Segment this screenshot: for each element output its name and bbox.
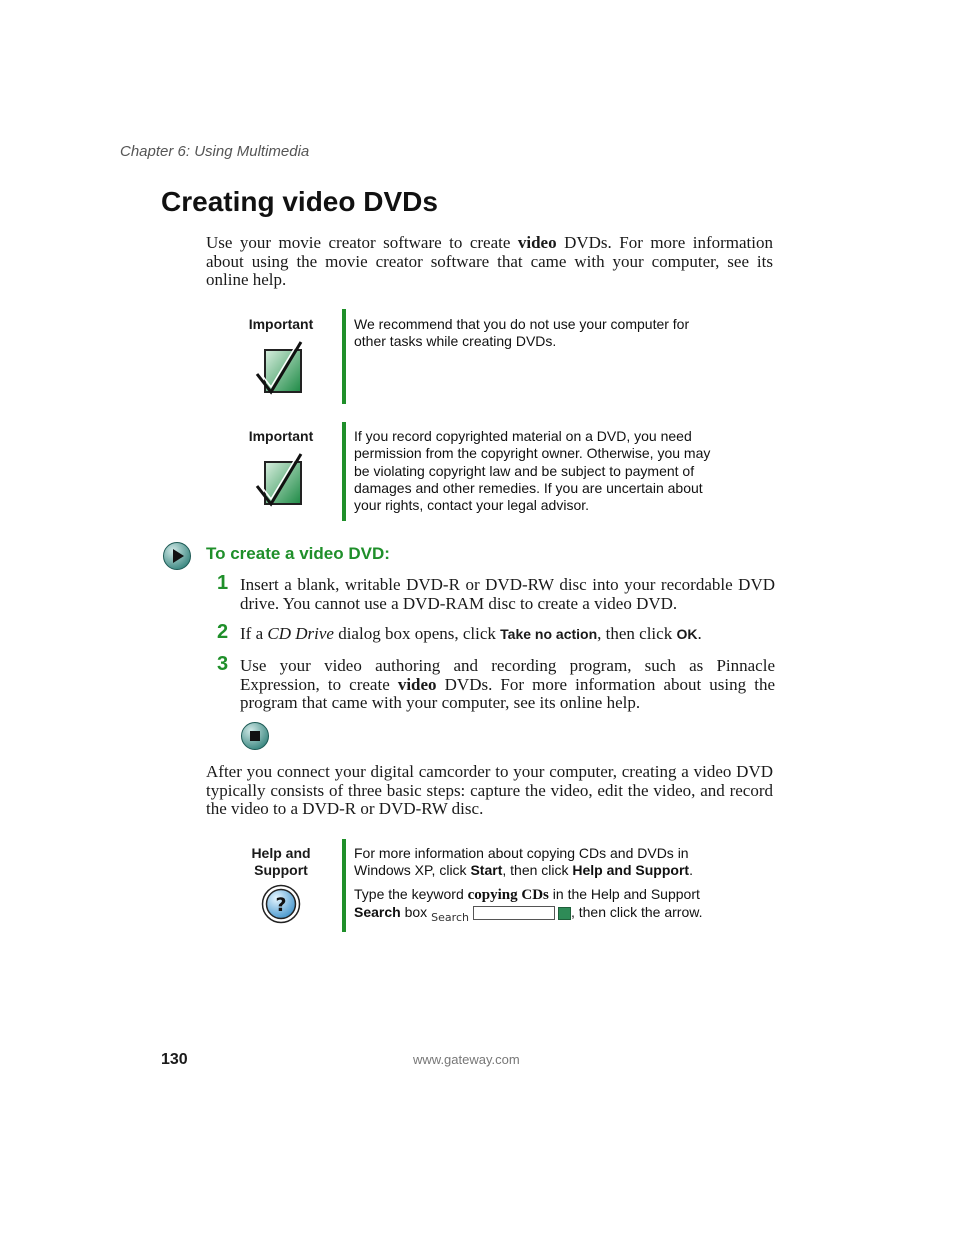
- note-text: If you record copyrighted material on a DVD, you need permission from the copyright owner. Otherwise, you may be violating copyright law and be subject to payment of damages and other remedies. If you are uncertain about your rights, contact your legal advisor.: [354, 428, 711, 514]
- step-number: 1: [217, 572, 229, 594]
- note-label-important: Important: [248, 428, 314, 444]
- summary-paragraph: After you connect your digital camcorder to your computer, creating a video DVD typically consists of three basic steps: capture the video, edit the video, and record the video to a DVD-R or DVD-RW disc.: [206, 762, 773, 819]
- step-number: 2: [217, 621, 229, 643]
- note-label-important: Important: [248, 316, 314, 332]
- procedure-title: To create a video DVD:: [206, 544, 390, 563]
- page-number: 130: [161, 1051, 188, 1068]
- note-divider: [342, 309, 346, 404]
- procedure-arrow-icon: [162, 541, 192, 576]
- note-divider: [342, 422, 346, 521]
- step-text: If a CD Drive dialog box opens, click Take no action, then click OK.: [240, 624, 702, 643]
- important-checkmark-icon: [255, 452, 305, 513]
- search-arrow-icon: [558, 907, 571, 920]
- search-field-label: Search: [431, 910, 469, 924]
- intro-paragraph: Use your movie creator software to create video DVDs. For more information about using the movie creator software that came with your computer, see its online help.: [206, 233, 773, 290]
- note-divider: [342, 839, 346, 932]
- important-checkmark-icon: [255, 340, 305, 401]
- help-text: [354, 845, 724, 926]
- procedure-end-icon: [240, 721, 270, 756]
- chapter-header: Chapter 6: Using Multimedia: [120, 143, 310, 160]
- step-text: Insert a blank, writable DVD-R or DVD-RW disc into your recordable DVD drive. You cannot use a DVD-RAM disc to create a video DVD.: [240, 575, 775, 613]
- svg-text:?: ?: [275, 894, 287, 916]
- help-line-start: For more information about copying CDs and DVDs in Windows XP, click Start, then click Help and Support.: [354, 845, 693, 879]
- help-question-icon: [261, 884, 301, 929]
- step-text: Use your video authoring and recording program, such as Pinnacle Expression, to create video DVDs. For more information about using the program that came with your computer, see its online help.: [240, 656, 775, 713]
- search-field: [473, 906, 555, 920]
- note-text: We recommend that you do not use your computer for other tasks while creating DVDs.: [354, 316, 690, 350]
- step-number: 3: [217, 653, 229, 675]
- help-support-label: Help and Support: [251, 845, 311, 878]
- help-line-search: Type the keyword copying CDs in the Help and Support Search box $_{Search}$ , then click the arrow.: [354, 885, 703, 924]
- page-title: Creating video DVDs: [161, 186, 438, 217]
- footer-url: www.gateway.com: [413, 1052, 520, 1067]
